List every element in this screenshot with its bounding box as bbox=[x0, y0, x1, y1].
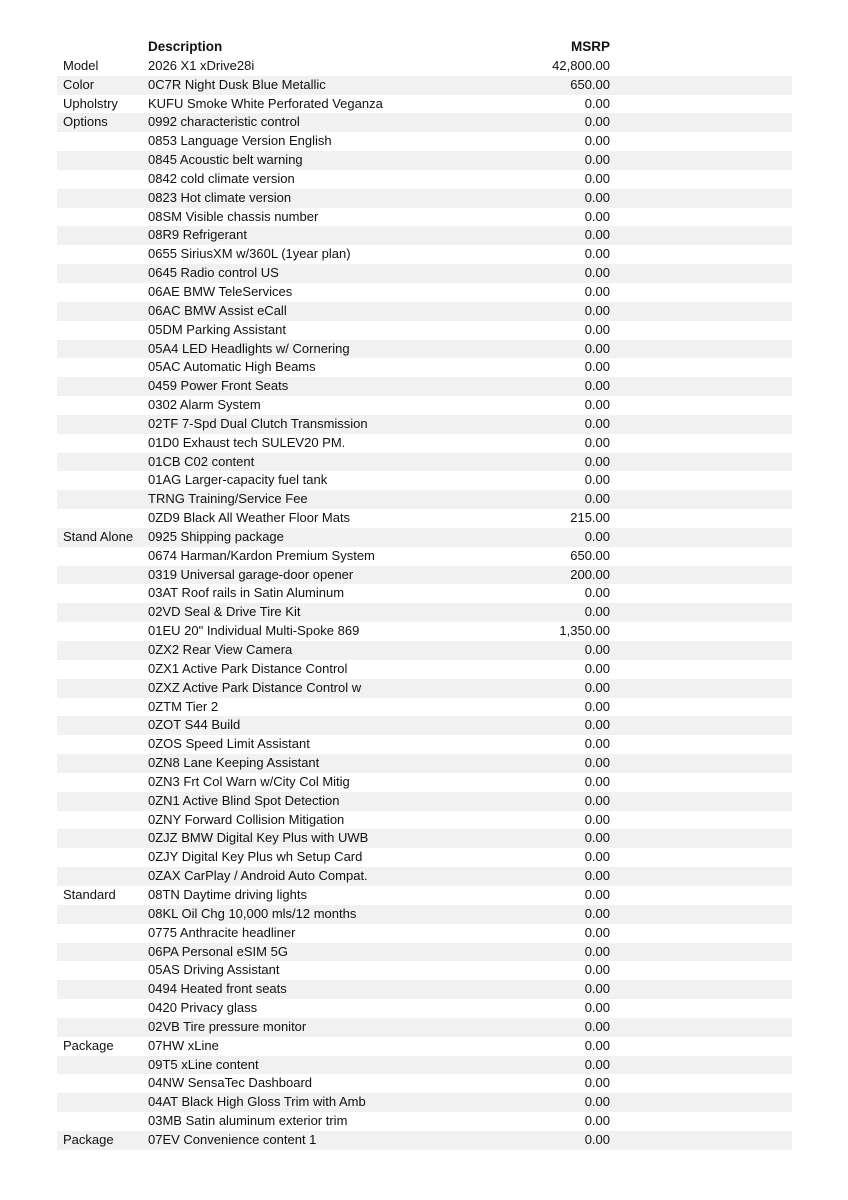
row-msrp: 0.00 bbox=[584, 962, 610, 978]
row-msrp: 0.00 bbox=[584, 905, 610, 921]
table-row bbox=[57, 999, 792, 1018]
row-msrp: 0.00 bbox=[584, 208, 610, 224]
row-msrp: 0.00 bbox=[584, 528, 610, 544]
row-msrp: 1,350.00 bbox=[559, 623, 610, 639]
row-msrp: 0.00 bbox=[584, 302, 610, 318]
row-description: 07EV Convenience content 1 bbox=[148, 1131, 317, 1147]
table-row bbox=[57, 943, 792, 962]
table-row bbox=[57, 321, 792, 340]
row-description: 08R9 Refrigerant bbox=[148, 227, 247, 243]
table-row bbox=[57, 170, 792, 189]
table-row bbox=[57, 622, 792, 641]
row-msrp: 0.00 bbox=[584, 1075, 610, 1091]
row-description: 03MB Satin aluminum exterior trim bbox=[148, 1113, 348, 1129]
row-description: 0494 Heated front seats bbox=[148, 981, 287, 997]
row-category: Standard bbox=[63, 886, 116, 902]
row-msrp: 0.00 bbox=[584, 924, 610, 940]
row-description: 0ZTM Tier 2 bbox=[148, 698, 219, 714]
row-description: 2026 X1 xDrive28i bbox=[148, 57, 255, 73]
row-msrp: 0.00 bbox=[584, 1094, 610, 1110]
row-msrp: 650.00 bbox=[570, 547, 610, 563]
table-row bbox=[57, 603, 792, 622]
row-description: 01EU 20" Individual Multi-Spoke 869 bbox=[148, 623, 360, 639]
row-description: 01D0 Exhaust tech SULEV20 PM. bbox=[148, 434, 346, 450]
row-description: 09T5 xLine content bbox=[148, 1056, 259, 1072]
row-msrp: 0.00 bbox=[584, 773, 610, 789]
row-description: 02VB Tire pressure monitor bbox=[148, 1018, 307, 1034]
table-row bbox=[57, 340, 792, 359]
row-msrp: 0.00 bbox=[584, 152, 610, 168]
row-description: 0ZX2 Rear View Camera bbox=[148, 642, 293, 657]
row-description: 0ZJZ BMW Digital Key Plus with UWB bbox=[148, 830, 369, 846]
table-row bbox=[57, 1131, 792, 1150]
row-msrp: 0.00 bbox=[584, 133, 610, 149]
row-description: 0655 SiriusXM w/360L (1year plan) bbox=[148, 246, 351, 262]
row-description: 06AC BMW Assist eCall bbox=[148, 302, 287, 318]
row-description: 03AT Roof rails in Satin Aluminum bbox=[148, 585, 345, 601]
table-row bbox=[57, 208, 792, 227]
row-msrp: 0.00 bbox=[584, 868, 610, 884]
row-category: Stand Alone bbox=[63, 528, 134, 544]
row-msrp: 0.00 bbox=[584, 378, 610, 394]
header-msrp: MSRP bbox=[570, 39, 610, 54]
table-row bbox=[57, 302, 792, 321]
row-msrp: 0.00 bbox=[584, 246, 610, 262]
row-description: 0775 Anthracite headliner bbox=[148, 924, 296, 940]
table-row bbox=[57, 829, 792, 848]
row-description: 0ZX1 Active Park Distance Control bbox=[148, 660, 348, 676]
row-msrp: 200.00 bbox=[570, 566, 610, 582]
row-msrp: 215.00 bbox=[570, 510, 610, 526]
row-msrp: 0.00 bbox=[584, 227, 610, 243]
row-description: 0823 Hot climate version bbox=[148, 189, 292, 205]
row-description: 0853 Language Version English bbox=[148, 133, 332, 149]
row-description: 06AE BMW TeleServices bbox=[148, 283, 293, 299]
table-row bbox=[57, 811, 792, 830]
row-msrp: 0.00 bbox=[584, 830, 610, 846]
row-msrp: 0.00 bbox=[584, 453, 610, 469]
row-description: 07HW xLine bbox=[148, 1037, 219, 1053]
table-header-row bbox=[57, 38, 792, 57]
row-description: 0925 Shipping package bbox=[148, 528, 284, 544]
table-row bbox=[57, 509, 792, 528]
row-description: 05AS Driving Assistant bbox=[148, 962, 280, 978]
row-description: 0842 cold climate version bbox=[148, 170, 295, 186]
row-msrp: 0.00 bbox=[584, 698, 610, 714]
table-row bbox=[57, 377, 792, 396]
table-row bbox=[57, 547, 792, 566]
table-row bbox=[57, 358, 792, 377]
row-description: 08KL Oil Chg 10,000 mls/12 months bbox=[148, 905, 357, 921]
table-row bbox=[57, 189, 792, 208]
row-msrp: 0.00 bbox=[584, 1037, 610, 1053]
table-row bbox=[57, 867, 792, 886]
row-msrp: 42,800.00 bbox=[552, 57, 610, 73]
table-row bbox=[57, 264, 792, 283]
table-row bbox=[57, 848, 792, 867]
table-row bbox=[57, 698, 792, 717]
row-description: 0845 Acoustic belt warning bbox=[148, 152, 303, 168]
row-description: 05AC Automatic High Beams bbox=[148, 359, 316, 375]
row-description: 0ZOT S44 Build bbox=[148, 717, 241, 733]
row-category: Upholstry bbox=[63, 95, 118, 111]
row-description: 08TN Daytime driving lights bbox=[148, 886, 307, 902]
header-description: Description bbox=[148, 39, 223, 54]
table-row bbox=[57, 1112, 792, 1131]
row-description: 0ZJY Digital Key Plus wh Setup Card bbox=[148, 849, 363, 865]
row-msrp: 0.00 bbox=[584, 585, 610, 601]
row-description: 05DM Parking Assistant bbox=[148, 321, 287, 337]
table-row bbox=[57, 886, 792, 905]
row-msrp: 0.00 bbox=[584, 604, 610, 620]
table-row bbox=[57, 773, 792, 792]
row-msrp: 0.00 bbox=[584, 1113, 610, 1129]
table-row bbox=[57, 528, 792, 547]
row-msrp: 0.00 bbox=[584, 189, 610, 205]
table-row bbox=[57, 641, 792, 660]
row-category: Options bbox=[63, 114, 108, 130]
table-row bbox=[57, 113, 792, 132]
row-msrp: 0.00 bbox=[584, 491, 610, 507]
row-msrp: 0.00 bbox=[584, 1018, 610, 1034]
row-msrp: 0.00 bbox=[584, 1131, 610, 1147]
row-description: 0992 characteristic control bbox=[148, 114, 300, 130]
row-msrp: 0.00 bbox=[584, 359, 610, 375]
row-description: 0ZNY Forward Collision Mitigation bbox=[148, 811, 345, 827]
row-description: 0ZN1 Active Blind Spot Detection bbox=[148, 792, 340, 808]
table-row bbox=[57, 95, 792, 114]
table-row bbox=[57, 1093, 792, 1112]
row-msrp: 0.00 bbox=[584, 943, 610, 959]
row-description: 0ZN8 Lane Keeping Assistant bbox=[148, 755, 320, 771]
table-row bbox=[57, 490, 792, 509]
row-description: 0319 Universal garage-door opener bbox=[148, 566, 354, 582]
table-row bbox=[57, 245, 792, 264]
row-description: 0302 Alarm System bbox=[148, 397, 261, 413]
row-msrp: 0.00 bbox=[584, 472, 610, 488]
row-msrp: 0.00 bbox=[584, 981, 610, 997]
row-msrp: 0.00 bbox=[584, 321, 610, 337]
table-body bbox=[57, 57, 792, 1150]
table-row bbox=[57, 584, 792, 603]
row-msrp: 0.00 bbox=[584, 340, 610, 356]
row-msrp: 0.00 bbox=[584, 660, 610, 676]
row-msrp: 0.00 bbox=[584, 717, 610, 733]
table-row bbox=[57, 415, 792, 434]
row-description: 02VD Seal & Drive Tire Kit bbox=[148, 604, 301, 620]
options-price-table bbox=[57, 38, 792, 1150]
row-description: 0ZAX CarPlay / Android Auto Compat. bbox=[148, 868, 368, 884]
table-row bbox=[57, 961, 792, 980]
row-msrp: 0.00 bbox=[584, 849, 610, 865]
table-row bbox=[57, 1056, 792, 1075]
table-row bbox=[57, 792, 792, 811]
row-description: 0459 Power Front Seats bbox=[148, 378, 289, 394]
table-row bbox=[57, 1018, 792, 1037]
row-description: 0C7R Night Dusk Blue Metallic bbox=[148, 76, 326, 92]
row-category: Package bbox=[63, 1037, 114, 1053]
table-row bbox=[57, 1074, 792, 1093]
row-description: 02TF 7-Spd Dual Clutch Transmission bbox=[148, 415, 368, 431]
row-msrp: 0.00 bbox=[584, 265, 610, 281]
table-row bbox=[57, 905, 792, 924]
row-msrp: 0.00 bbox=[584, 114, 610, 130]
row-msrp: 0.00 bbox=[584, 415, 610, 431]
table-row bbox=[57, 1037, 792, 1056]
table-row bbox=[57, 453, 792, 472]
row-msrp: 0.00 bbox=[584, 1000, 610, 1016]
row-msrp: 0.00 bbox=[584, 397, 610, 413]
row-description: 0ZOS Speed Limit Assistant bbox=[148, 736, 310, 752]
row-msrp: 0.00 bbox=[584, 755, 610, 771]
table-row bbox=[57, 396, 792, 415]
row-description: 01CB C02 content bbox=[148, 453, 255, 469]
row-msrp: 0.00 bbox=[584, 170, 610, 186]
row-description: 04AT Black High Gloss Trim with Amb bbox=[148, 1094, 366, 1110]
row-description: 04NW SensaTec Dashboard bbox=[148, 1075, 313, 1091]
row-description: 0ZXZ Active Park Distance Control w bbox=[148, 679, 362, 695]
table-row bbox=[57, 566, 792, 585]
row-description: 08SM Visible chassis number bbox=[148, 208, 319, 224]
row-msrp: 0.00 bbox=[584, 792, 610, 808]
table-row bbox=[57, 283, 792, 302]
table-row bbox=[57, 754, 792, 773]
row-msrp: 0.00 bbox=[584, 434, 610, 450]
table-row bbox=[57, 660, 792, 679]
row-msrp: 0.00 bbox=[584, 1056, 610, 1072]
table-row bbox=[57, 471, 792, 490]
row-description: 0ZN3 Frt Col Warn w/City Col Mitig bbox=[148, 773, 350, 789]
row-msrp: 0.00 bbox=[584, 811, 610, 827]
table-row bbox=[57, 151, 792, 170]
table-row bbox=[57, 716, 792, 735]
table-row bbox=[57, 226, 792, 245]
table-row bbox=[57, 434, 792, 453]
row-description: 0645 Radio control US bbox=[148, 265, 279, 281]
row-description: 01AG Larger-capacity fuel tank bbox=[148, 472, 328, 488]
row-description: 05A4 LED Headlights w/ Cornering bbox=[148, 340, 350, 356]
row-description: TRNG Training/Service Fee bbox=[148, 491, 308, 507]
row-msrp: 0.00 bbox=[584, 95, 610, 111]
row-msrp: 0.00 bbox=[584, 642, 610, 657]
row-category: Package bbox=[63, 1131, 114, 1147]
table-row bbox=[57, 980, 792, 999]
row-category: Model bbox=[63, 57, 99, 73]
row-msrp: 0.00 bbox=[584, 679, 610, 695]
row-description: 0674 Harman/Kardon Premium System bbox=[148, 547, 375, 563]
row-category: Color bbox=[63, 76, 95, 92]
row-msrp: 0.00 bbox=[584, 283, 610, 299]
row-description: KUFU Smoke White Perforated Veganza bbox=[148, 95, 383, 111]
table-row bbox=[57, 924, 792, 943]
table-row bbox=[57, 76, 792, 95]
table-row bbox=[57, 735, 792, 754]
row-description: 0ZD9 Black All Weather Floor Mats bbox=[148, 510, 351, 526]
table-row bbox=[57, 57, 792, 76]
row-msrp: 0.00 bbox=[584, 736, 610, 752]
table-row bbox=[57, 132, 792, 151]
row-description: 06PA Personal eSIM 5G bbox=[148, 943, 288, 959]
table-row bbox=[57, 679, 792, 698]
row-msrp: 0.00 bbox=[584, 886, 610, 902]
row-description: 0420 Privacy glass bbox=[148, 1000, 258, 1016]
row-msrp: 650.00 bbox=[570, 76, 610, 92]
